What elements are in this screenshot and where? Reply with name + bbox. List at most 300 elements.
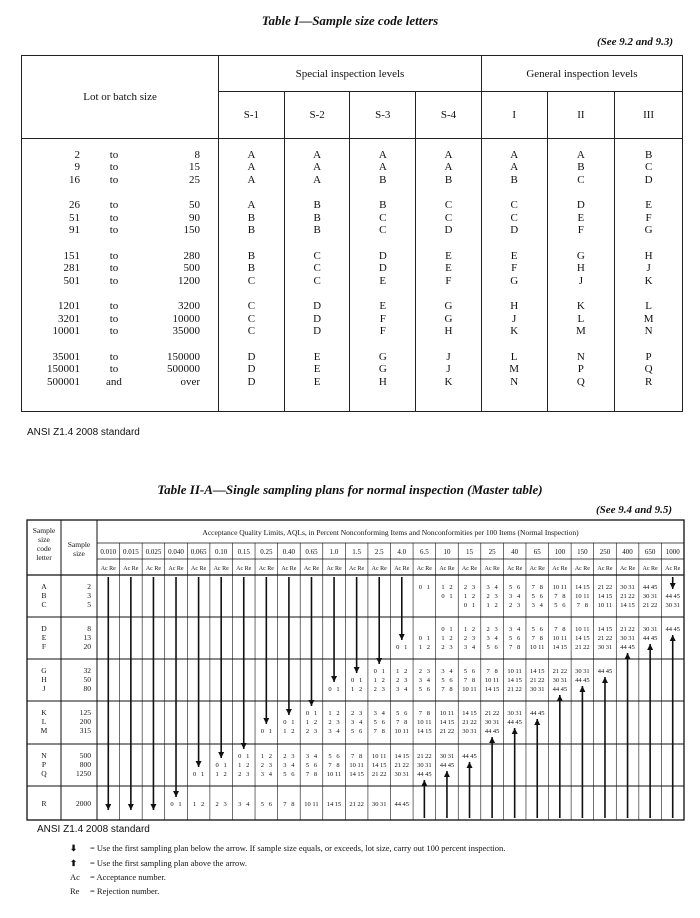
aql-value: 0.15 — [237, 548, 250, 556]
acceptance-number: 10 — [394, 728, 402, 735]
rejection-number: 3 — [471, 584, 476, 591]
acceptance-number: 3 — [373, 710, 377, 717]
rejection-number: 4 — [517, 593, 521, 600]
acceptance-number: 30 — [484, 719, 492, 726]
acceptance-number: 21 — [620, 626, 627, 633]
lot-from: 1201 — [58, 300, 80, 313]
code-letter: D — [41, 624, 47, 633]
aql-value: 250 — [599, 548, 611, 556]
acceptance-number: 3 — [238, 801, 242, 808]
lot-upto: 10000 — [172, 312, 200, 325]
code-letter: E — [379, 274, 387, 287]
rejection-number: 8 — [471, 677, 476, 684]
rejection-number: 3 — [313, 728, 318, 735]
acceptance-number: 7 — [531, 584, 535, 591]
rejection-number: 22 — [357, 801, 364, 808]
code-letter: A — [247, 199, 256, 212]
legend-item — [70, 886, 159, 896]
acceptance-number: 21 — [552, 668, 560, 675]
acceptance-number: 3 — [441, 668, 445, 675]
acceptance-number: 30 — [552, 677, 560, 684]
lot-from: 3201 — [58, 312, 80, 325]
acceptance-number: 30 — [439, 753, 447, 760]
aql-value: 0.015 — [122, 548, 139, 556]
rejection-number: 4 — [291, 762, 295, 769]
acceptance-number: 0 — [192, 771, 197, 778]
acceptance-number: 7 — [576, 602, 581, 609]
rejection-number: 31 — [605, 644, 613, 651]
rejection-number: 31 — [628, 635, 635, 642]
code-letter: M — [40, 726, 48, 735]
code-letter: F — [577, 224, 584, 237]
acceptance-number: 3 — [486, 635, 490, 642]
lot-upto: 280 — [183, 249, 200, 262]
sample-size: 8 — [87, 624, 91, 633]
code-letter: A — [510, 148, 519, 161]
acceptance-number: 2 — [418, 668, 422, 675]
code-letter: M — [575, 325, 586, 338]
rejection-number: 6 — [291, 771, 295, 778]
code-letter: D — [247, 363, 256, 376]
acceptance-number: 1 — [192, 801, 197, 808]
acceptance-number: 3 — [283, 762, 287, 769]
lot-upto: 8 — [194, 148, 200, 161]
lot-upto: 500 — [183, 262, 200, 275]
lot-from: 91 — [69, 224, 80, 237]
aql-value: 2.5 — [374, 548, 384, 556]
code-letter: C — [444, 211, 453, 224]
acceptance-number: 21 — [394, 762, 402, 769]
acceptance-number: 5 — [328, 753, 332, 760]
rejection-number: 11 — [312, 801, 319, 808]
rejection-number: 1 — [449, 626, 453, 633]
rejection-number: 31 — [379, 801, 387, 808]
acceptance-number: 1 — [328, 710, 332, 717]
acceptance-number: 44 — [575, 677, 582, 684]
rejection-number: 6 — [313, 762, 318, 769]
rejection-number: 11 — [560, 584, 567, 591]
rejection-number: 3 — [517, 602, 521, 609]
rejection-number: 2 — [223, 771, 227, 778]
rejection-number: 2 — [449, 635, 453, 642]
rejection-number: 4 — [381, 710, 385, 717]
code-letter: K — [444, 375, 453, 388]
rejection-number: 15 — [583, 584, 590, 591]
rejection-number: 3 — [291, 753, 295, 760]
aql-value: 40 — [511, 548, 519, 556]
acceptance-number: 2 — [463, 635, 468, 642]
down-arrow-head — [308, 700, 314, 706]
rejection-number: 8 — [336, 762, 340, 769]
code-letter: C — [247, 325, 256, 338]
acceptance-number: 1 — [215, 771, 219, 778]
acceptance-number: 2 — [509, 602, 513, 609]
code-letter: C — [644, 161, 653, 174]
rejection-number: 22 — [583, 644, 590, 651]
code-letter: J — [446, 350, 451, 363]
rejection-number: 45 — [402, 801, 410, 808]
level-header-ii: II — [547, 92, 615, 139]
down-arrow-head — [196, 761, 202, 767]
acceptance-number: 30 — [394, 771, 402, 778]
sample-size: 1250 — [76, 769, 91, 778]
rejection-number: 22 — [628, 626, 635, 633]
code-letter-header: size — [38, 535, 50, 544]
code-letter: C — [313, 249, 321, 262]
code-letter: H — [644, 249, 653, 262]
sample-size: 800 — [79, 760, 91, 769]
acceptance-number: 14 — [417, 728, 424, 735]
acceptance-number: 10 — [575, 626, 582, 633]
acceptance-number: 14 — [530, 668, 537, 675]
acceptance-number: 10 — [462, 686, 469, 693]
lot-from: 51 — [69, 211, 80, 224]
rejection-number: 8 — [313, 771, 318, 778]
rejection-number: 6 — [449, 677, 453, 684]
legend-text: = Use the first sampling plan below the arrow. If sample size equals, or exceeds, lot size, carry out 100 percent inspection. — [90, 843, 506, 853]
code-letter: B — [247, 224, 256, 237]
rejection-number: 31 — [425, 762, 432, 769]
acceptance-number: 1 — [486, 602, 490, 609]
code-letter: B — [247, 249, 256, 262]
legend-symbol: Re — [70, 886, 80, 896]
code-letter: P — [645, 350, 652, 363]
code-letter: Q — [644, 363, 653, 376]
acceptance-number: 3 — [418, 677, 422, 684]
level-header-s-4: S-4 — [416, 92, 482, 139]
acceptance-number: 7 — [328, 762, 332, 769]
acceptance-number: 5 — [531, 593, 535, 600]
down-arrow-head — [241, 743, 247, 749]
acceptance-number: 7 — [351, 753, 355, 760]
rejection-number: 15 — [357, 771, 364, 778]
acre-label: Ac Re — [529, 566, 545, 572]
rejection-number: 31 — [650, 593, 658, 600]
lot-to: to — [109, 173, 119, 186]
code-letter: A — [247, 173, 256, 186]
code-letter: C — [41, 600, 47, 609]
lot-size-header: Lot or batch size — [22, 56, 219, 139]
acre-label: Ac Re — [416, 566, 432, 572]
rejection-number: 8 — [539, 635, 543, 642]
rejection-number: 45 — [650, 635, 658, 642]
aql-value: 650 — [644, 548, 656, 556]
table2-caption: ANSI Z1.4 2008 standard — [37, 824, 150, 835]
down-arrow-head — [286, 709, 292, 715]
acceptance-number: 10 — [552, 584, 560, 591]
rejection-number: 11 — [492, 677, 500, 684]
rejection-number: 22 — [447, 728, 455, 735]
table1-caption: ANSI Z1.4 2008 standard — [27, 427, 140, 438]
code-letter: C — [247, 312, 256, 325]
code-letter: G — [444, 300, 453, 313]
acceptance-number: 1 — [373, 677, 377, 684]
lot-to: to — [109, 363, 119, 376]
code-letter: A — [510, 161, 519, 174]
rejection-number: 4 — [246, 801, 250, 808]
acre-label: Ac Re — [371, 566, 387, 572]
code-letter: C — [247, 300, 256, 313]
aql-value: 0.10 — [215, 548, 228, 556]
acceptance-number: 10 — [304, 801, 311, 808]
code-letter: B — [41, 591, 47, 600]
rejection-number: 4 — [268, 771, 272, 778]
rejection-number: 3 — [359, 710, 363, 717]
lot-from: 10001 — [52, 325, 80, 338]
acceptance-number: 21 — [439, 728, 447, 735]
code-letter: D — [247, 350, 256, 363]
rejection-number: 15 — [583, 635, 590, 642]
code-letter: N — [510, 375, 519, 388]
code-letter: E — [313, 375, 321, 388]
code-letter: B — [644, 148, 653, 161]
code-letter: C — [577, 173, 585, 186]
acceptance-number: 10 — [507, 668, 514, 675]
acceptance-number: 3 — [305, 753, 310, 760]
rejection-number: 2 — [246, 762, 250, 769]
rejection-number: 31 — [492, 719, 500, 726]
sample-size: 2 — [87, 582, 91, 591]
acre-label: Ac Re — [642, 566, 658, 572]
rejection-number: 22 — [379, 771, 387, 778]
rejection-number: 22 — [470, 719, 477, 726]
sample-size: 13 — [83, 633, 91, 642]
acceptance-number: 44 — [417, 771, 424, 778]
acceptance-number: 2 — [486, 593, 490, 600]
rejection-number: 1 — [313, 710, 318, 717]
rejection-number: 1 — [200, 771, 205, 778]
code-letter: A — [313, 161, 322, 174]
rejection-number: 45 — [673, 593, 680, 600]
acceptance-number: 21 — [642, 602, 650, 609]
acceptance-number: 3 — [260, 771, 264, 778]
code-letter: G — [378, 363, 387, 376]
code-letter: D — [313, 300, 322, 313]
rejection-number: 2 — [313, 719, 318, 726]
acceptance-number: 5 — [509, 584, 513, 591]
acceptance-number: 2 — [215, 801, 219, 808]
rejection-number: 45 — [447, 762, 455, 769]
rejection-number: 1 — [404, 644, 408, 651]
code-letter: A — [576, 148, 585, 161]
code-letter: A — [444, 161, 453, 174]
acceptance-number: 21 — [462, 719, 469, 726]
acceptance-number: 44 — [484, 728, 492, 735]
rejection-number: 8 — [494, 668, 498, 675]
acceptance-number: 14 — [349, 771, 356, 778]
code-letter: M — [509, 363, 520, 376]
acceptance-number: 7 — [486, 668, 490, 675]
code-letter: E — [445, 262, 452, 275]
code-letter: B — [577, 161, 585, 174]
code-letter: C — [379, 224, 387, 237]
code-letter: G — [576, 249, 585, 262]
rejection-number: 4 — [359, 719, 363, 726]
rejection-number: 15 — [425, 728, 432, 735]
rejection-number: 3 — [268, 762, 272, 769]
code-letter: D — [444, 224, 453, 237]
acceptance-number: 2 — [283, 753, 287, 760]
level-header-s-3: S-3 — [350, 92, 416, 139]
code-letter: L — [577, 312, 585, 325]
acceptance-number: 2 — [396, 677, 400, 684]
acceptance-number: 3 — [486, 584, 490, 591]
legend-symbol: Ac — [70, 872, 80, 882]
code-letter: H — [41, 675, 47, 684]
acceptance-number: 44 — [597, 668, 605, 675]
rejection-number: 11 — [334, 771, 342, 778]
code-letter: C — [313, 274, 321, 287]
aql-value: 0.65 — [305, 548, 318, 556]
acre-label: Ac Re — [349, 566, 365, 572]
rejection-number: 45 — [628, 644, 635, 651]
rejection-number: 22 — [402, 762, 410, 769]
code-letter: D — [576, 199, 585, 212]
acceptance-number: 2 — [238, 771, 242, 778]
rejection-number: 8 — [359, 753, 363, 760]
acceptance-number: 30 — [642, 626, 650, 633]
lot-from: 9 — [74, 161, 80, 174]
code-letter: A — [247, 161, 256, 174]
acre-label: Ac Re — [258, 566, 274, 572]
acre-label: Ac Re — [394, 566, 410, 572]
up-arrow-head — [625, 653, 631, 659]
aql-value: 0.040 — [168, 548, 184, 556]
code-letter: M — [643, 312, 654, 325]
rejection-number: 3 — [426, 668, 430, 675]
code-letter: E — [313, 350, 321, 363]
acceptance-number: 44 — [642, 635, 650, 642]
acceptance-number: 30 — [620, 584, 627, 591]
acceptance-number: 5 — [305, 762, 310, 769]
acceptance-number: 14 — [439, 719, 447, 726]
rejection-number: 31 — [650, 626, 658, 633]
acceptance-number: 0 — [351, 677, 355, 684]
code-letter: A — [378, 161, 387, 174]
acceptance-number: 7 — [554, 626, 558, 633]
rejection-number: 22 — [425, 753, 432, 760]
code-letter: F — [379, 325, 386, 338]
acceptance-number: 10 — [439, 710, 447, 717]
code-letter: G — [41, 666, 47, 675]
acre-label: Ac Re — [326, 566, 342, 572]
acceptance-number: 5 — [509, 635, 513, 642]
code-letter: B — [313, 211, 321, 224]
up-arrow-head — [670, 635, 676, 641]
lot-upto: 500000 — [167, 363, 200, 376]
acceptance-number: 5 — [463, 668, 468, 675]
acceptance-number: 0 — [328, 686, 332, 693]
aql-value: 65 — [533, 548, 541, 556]
rejection-number: 1 — [449, 593, 453, 600]
code-letter: B — [247, 211, 256, 224]
code-letter: R — [41, 799, 47, 808]
acceptance-number: 30 — [371, 801, 379, 808]
up-arrow-head — [602, 677, 608, 683]
rejection-number: 22 — [605, 635, 613, 642]
acceptance-number: 21 — [371, 771, 379, 778]
lot-from: 26 — [69, 199, 80, 212]
acceptance-number: 44 — [665, 593, 672, 600]
acceptance-number: 44 — [642, 584, 650, 591]
down-arrow-head — [670, 583, 676, 589]
rejection-number: 15 — [515, 677, 522, 684]
up-arrow-head — [421, 780, 427, 786]
rejection-number: 4 — [426, 677, 430, 684]
code-letter: E — [445, 249, 452, 262]
acceptance-number: 10 — [530, 644, 537, 651]
acceptance-number: 21 — [530, 677, 537, 684]
rejection-number: 22 — [605, 584, 613, 591]
aql-value: 0.065 — [190, 548, 207, 556]
code-letter: D — [378, 249, 387, 262]
acceptance-number: 14 — [597, 593, 605, 600]
rejection-number: 6 — [336, 753, 340, 760]
code-letter: K — [41, 708, 47, 717]
rejection-number: 6 — [562, 602, 566, 609]
acceptance-number: 21 — [507, 686, 514, 693]
up-arrow-head — [534, 719, 540, 725]
rejection-number: 4 — [494, 635, 498, 642]
level-header-s-2: S-2 — [284, 92, 350, 139]
acre-label: Ac Re — [439, 566, 455, 572]
acceptance-number: 3 — [509, 593, 513, 600]
acceptance-number: 3 — [463, 644, 468, 651]
rejection-number: 6 — [381, 719, 385, 726]
rejection-number: 15 — [447, 719, 455, 726]
general-levels-header: General inspection levels — [481, 56, 682, 92]
rejection-number: 3 — [471, 635, 476, 642]
acre-label: Ac Re — [281, 566, 297, 572]
lot-to: to — [109, 274, 119, 287]
acre-label: Ac Re — [665, 566, 681, 572]
acceptance-number: 5 — [441, 677, 445, 684]
down-arrow-head — [399, 634, 405, 640]
code-letter: J — [42, 684, 46, 693]
level-header-iii: III — [615, 92, 683, 139]
acceptance-number: 10 — [575, 593, 582, 600]
rejection-number: 4 — [471, 644, 476, 651]
acceptance-number: 7 — [305, 771, 310, 778]
level-header-i: I — [481, 92, 547, 139]
rejection-number: 4 — [449, 668, 453, 675]
down-arrow-head — [376, 658, 382, 664]
rejection-number: 8 — [517, 644, 521, 651]
acceptance-number: 30 — [530, 686, 537, 693]
code-letter: A — [41, 582, 47, 591]
rejection-number: 6 — [517, 584, 521, 591]
code-letter: E — [313, 363, 321, 376]
acceptance-number: 1 — [441, 584, 445, 591]
aql-value: 400 — [622, 548, 633, 556]
acre-label: Ac Re — [168, 566, 184, 572]
code-letter: A — [247, 148, 256, 161]
acre-label: Ac Re — [100, 566, 116, 572]
rejection-number: 1 — [359, 677, 363, 684]
code-letter: E — [41, 633, 47, 642]
rejection-number: 2 — [471, 626, 476, 633]
acceptance-number: 14 — [462, 710, 469, 717]
rejection-number: 15 — [538, 668, 545, 675]
code-letter: B — [379, 173, 387, 186]
code-letter: F — [511, 262, 518, 275]
aql-value: 4.0 — [397, 548, 407, 556]
code-letter: A — [378, 148, 387, 161]
rejection-number: 31 — [583, 668, 590, 675]
legend-item — [70, 858, 247, 869]
rejection-number: 6 — [539, 626, 543, 633]
down-arrow-head — [331, 676, 337, 682]
